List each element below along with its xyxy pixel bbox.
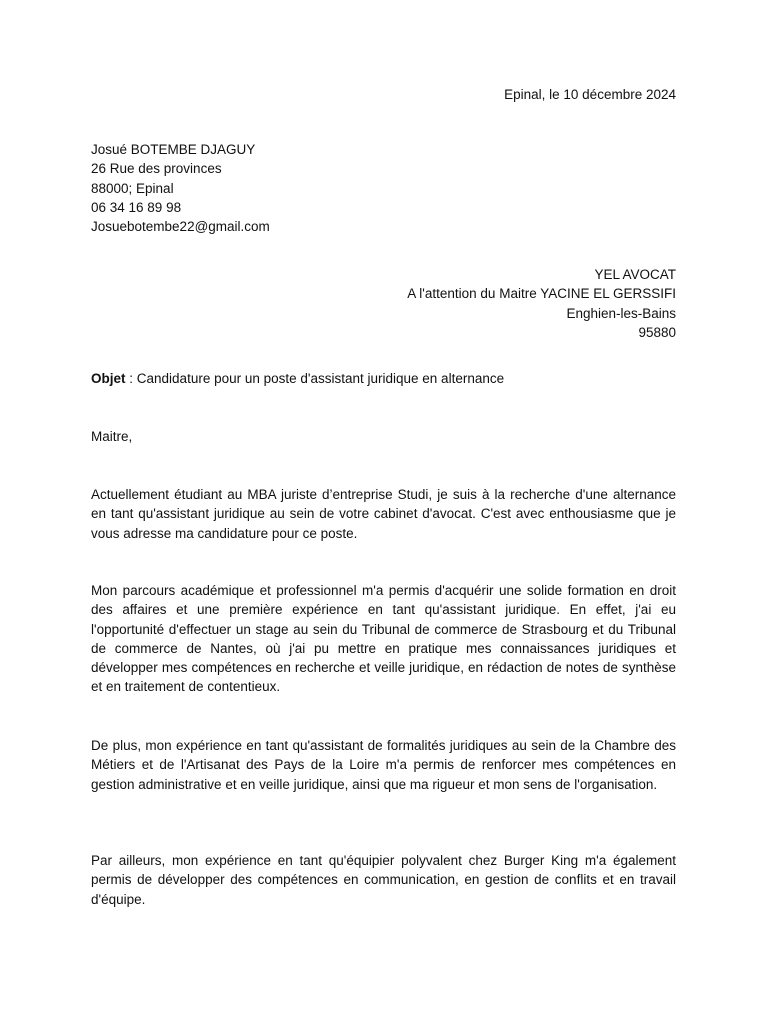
sender-street: 26 Rue des provinces — [91, 161, 222, 177]
paragraph-intro: Actuellement étudiant au MBA juriste d’entreprise Studi, je suis à la recherche d'une alternance en tant qu'assistant juridique au sein de votre cabinet d'avocat. C'est avec enthousiasme que je vous adresse ma candidature pour ce poste. — [91, 487, 676, 541]
salutation-block — [91, 427, 676, 446]
recipient-attention: A l'attention du Maitre YACINE EL GERSSIFI — [407, 286, 676, 302]
letter-date-block — [91, 85, 676, 104]
subject-line — [91, 369, 676, 388]
paragraph-experience: De plus, mon expérience en tant qu'assistant de formalités juridiques au sein de la Chambre des Métiers et de l'Artisanat des Pays de la Loire m'a permis de renforcer mes compétences en gestion administrative et en veille juridique, ainsi que ma rigueur et mon sens de l'organisation. — [91, 738, 676, 792]
sender-city: 88000; Epinal — [91, 180, 174, 196]
paragraph-background: Mon parcours académique et professionnel m'a permis d'acquérir une solide formation en droit des affaires et une première expérience en tant qu'assistant juridique. En effet, j'ai eu l'opportunité d'effectuer un stage au sein du Tribunal de commerce de Strasbourg et du Tribunal de commerce de Nantes, où j'ai pu mettre en pratique mes connaissances juridiques et développer mes compétences en recherche et veille juridique, en rédaction de notes de synthèse et en traitement de contentieux. — [91, 583, 676, 695]
sender-phone: 06 34 16 89 98 — [91, 199, 182, 215]
recipient-company: YEL AVOCAT — [594, 267, 676, 282]
sender-name: Josué BOTEMBE DJAGUY — [91, 142, 256, 157]
sender-address — [91, 140, 676, 236]
recipient-city: Enghien-les-Bains — [566, 305, 676, 321]
subject-text: Candidature pour un poste d'assistant juridique en alternance — [136, 371, 505, 386]
sender-email: Josuebotembe22@gmail.com — [91, 219, 270, 235]
subject-row — [91, 369, 676, 388]
salutation: Maitre, — [91, 429, 133, 444]
subject-separator: : — [125, 371, 137, 386]
recipient-address — [91, 265, 676, 342]
paragraph-skills: Par ailleurs, mon expérience en tant qu'équipier polyvalent chez Burger King m'a également permis de développer des compétences en communication, en gestion de conflits et en travail d'équipe. — [91, 853, 676, 907]
subject-label: Objet — [91, 371, 126, 386]
recipient-postal-code: 95880 — [638, 324, 676, 340]
letter-date: Epinal, le 10 décembre 2024 — [504, 87, 676, 102]
